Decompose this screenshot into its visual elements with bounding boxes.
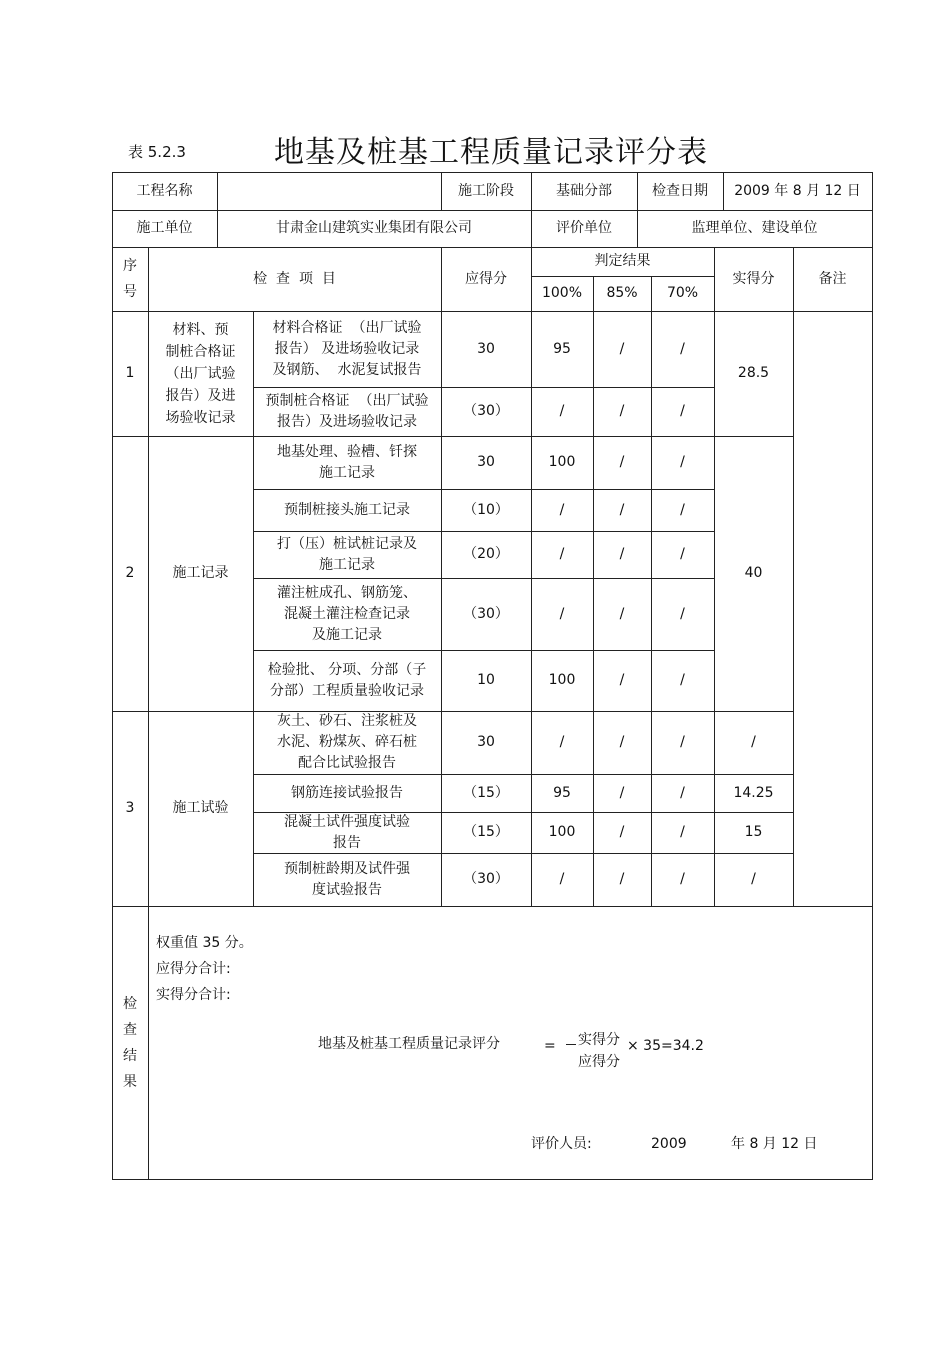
row-item-6: 灌注桩成孔、钢筋笼、 混凝土灌注检查记录 及施工记录 [277, 584, 417, 643]
row-70-5: / [680, 546, 685, 562]
col-seq: 序 号 [123, 258, 137, 300]
fraction-line [566, 1044, 576, 1045]
row-actual-9: 14.25 [733, 784, 774, 801]
date-label: 检查日期 [652, 182, 708, 199]
row-85-5: / [619, 546, 625, 562]
row-due-8: 30 [477, 734, 495, 750]
evaluation-month-day: 年 8 月 12 日 [731, 1136, 818, 1152]
row-70-6: / [680, 605, 685, 622]
group-2-no: 2 [125, 565, 135, 581]
row-due-2: （30） [463, 403, 509, 419]
col-actual: 实得分 [732, 270, 775, 287]
row-item-1: 材料合格证 （出厂试验 报告） 及进场验收记录 及钢筋、 水泥复试报告 [272, 319, 422, 378]
page-title: 地基及桩基工程质量记录评分表 [274, 135, 708, 170]
project-name-value [217, 172, 441, 210]
row-100-10: 100 [548, 824, 576, 840]
row-actual-10: 15 [744, 824, 763, 840]
stage-value: 基础分部 [556, 182, 612, 199]
row-due-6: （30） [463, 605, 509, 622]
row-70-8: / [680, 734, 685, 750]
row-70-4: / [680, 501, 685, 518]
row-item-4: 预制桩接头施工记录 [284, 501, 410, 518]
row-item-10: 混凝土试件强度试验 报告 [284, 813, 410, 851]
row-due-10: （15） [463, 824, 509, 840]
row-85-8: / [619, 734, 625, 750]
group-3-name: 施工试验 [172, 800, 229, 816]
row-100-5: / [559, 546, 565, 562]
row-100-9: 95 [553, 784, 571, 801]
group-2-name: 施工记录 [172, 565, 229, 581]
row-70-3: / [680, 454, 685, 470]
col-items: 检 查 项 目 [253, 270, 336, 287]
row-100-11: / [559, 871, 565, 887]
row-100-8: / [559, 734, 565, 750]
row-70-10: / [680, 824, 685, 840]
row-due-5: （20） [463, 546, 509, 562]
weight-text: 权重值 35 分。 [156, 935, 253, 951]
row-actual-8: / [751, 734, 756, 750]
col-85: 85% [606, 285, 638, 301]
row-85-2: / [619, 403, 625, 419]
row-due-3: 30 [477, 454, 495, 470]
row-100-1: 95 [553, 340, 571, 357]
row-85-4: / [619, 501, 625, 518]
date-value: 2009 年 8 月 12 日 [734, 182, 861, 199]
row-actual-11: / [751, 871, 756, 887]
row-item-8: 灰土、砂石、注浆桩及 水泥、粉煤灰、碎石桩 配合比试验报告 [277, 713, 417, 771]
due-total: 应得分合计: [156, 961, 231, 977]
row-70-1: / [680, 340, 685, 357]
row-100-7: 100 [548, 672, 576, 688]
row-item-7: 检验批、 分项、分部（子 分部）工程质量验收记录 [267, 661, 427, 699]
row-due-1: 30 [477, 340, 495, 357]
group-3-no: 3 [125, 800, 135, 816]
group-2-actual: 40 [744, 565, 763, 581]
stage-label: 施工阶段 [458, 182, 514, 199]
row-due-9: （15） [463, 784, 509, 801]
project-name-label: 工程名称 [136, 182, 193, 199]
row-85-1: / [619, 340, 625, 357]
row-100-3: 100 [548, 454, 576, 470]
row-100-6: / [559, 605, 565, 622]
table-number: 表 5.2.3 [128, 143, 186, 161]
row-due-7: 10 [477, 672, 495, 688]
row-item-3: 地基处理、验槽、钎探 施工记录 [277, 443, 417, 481]
group-1-actual: 28.5 [737, 365, 770, 381]
group-1-name: 材料、预 制桩合格证 （出厂试验 报告）及进 场验收记录 [165, 321, 236, 426]
formula-denominator: 应得分 [578, 1054, 620, 1070]
row-due-4: （10） [463, 501, 509, 518]
col-remark: 备注 [818, 270, 847, 287]
evaluator-person-label: 评价人员: [531, 1136, 592, 1152]
row-100-4: / [559, 501, 565, 518]
row-85-10: / [619, 824, 625, 840]
row-item-2: 预制桩合格证 （出厂试验 报告）及进场验收记录 [265, 392, 429, 430]
contractor-label: 施工单位 [136, 220, 193, 236]
row-85-3: / [619, 454, 625, 470]
actual-total: 实得分合计: [156, 987, 231, 1003]
row-100-2: / [559, 403, 565, 419]
col-judge: 判定结果 [594, 253, 651, 269]
group-1-no: 1 [125, 365, 135, 381]
evaluator-value: 监理单位、建设单位 [691, 220, 818, 236]
formula-multiplier: × 35=34.2 [627, 1038, 704, 1054]
col-100: 100% [541, 285, 583, 301]
row-85-11: / [619, 871, 625, 887]
row-due-11: （30） [463, 871, 509, 887]
formula-label: 地基及桩基工程质量记录评分 [318, 1036, 500, 1052]
row-70-9: / [680, 784, 685, 801]
col-70: 70% [666, 285, 699, 301]
col-due: 应得分 [465, 270, 507, 287]
formula-numerator: 实得分 [578, 1032, 620, 1048]
row-85-9: / [619, 784, 625, 801]
row-item-9: 钢筋连接试验报告 [291, 784, 403, 801]
evaluation-year: 2009 [651, 1136, 687, 1152]
row-70-7: / [680, 672, 685, 688]
formula-equals: = [544, 1038, 556, 1054]
row-85-6: / [619, 605, 625, 622]
row-item-11: 预制桩龄期及试件强 度试验报告 [284, 860, 410, 898]
row-70-2: / [680, 403, 685, 419]
evaluator-label: 评价单位 [556, 220, 612, 236]
row-item-5: 打（压）桩试桩记录及 施工记录 [277, 535, 417, 573]
row-70-11: / [680, 871, 685, 887]
row-85-7: / [619, 672, 625, 688]
contractor-value: 甘肃金山建筑实业集团有限公司 [276, 220, 472, 236]
result-label: 检 查 结 果 [123, 995, 137, 1090]
